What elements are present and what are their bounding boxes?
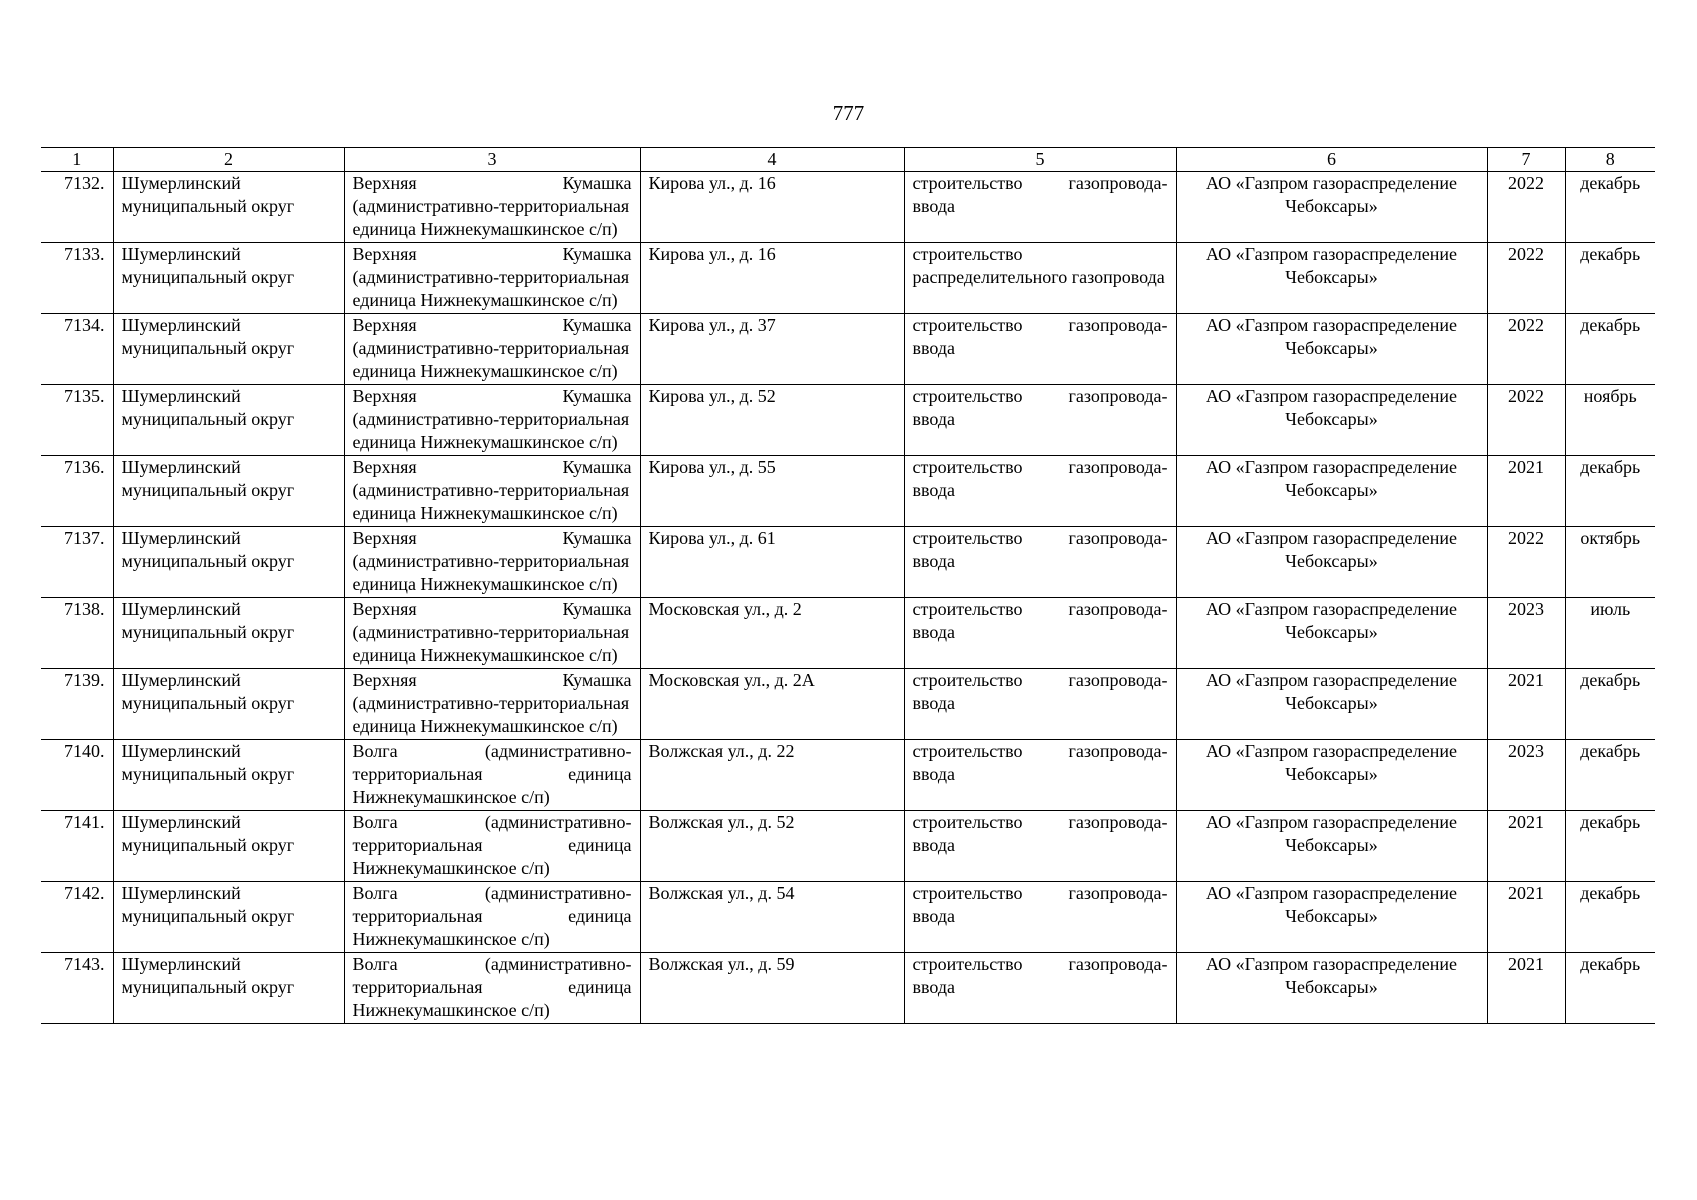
district-cell: Шумерлинский муниципальный округ [113,385,344,456]
row-number-cell: 7140. [41,740,113,811]
year-cell: 2021 [1487,953,1565,1024]
year-cell: 2022 [1487,243,1565,314]
locality-cell: Волга (административно-территориальная единица Нижнекумашкинское с/п) [344,811,640,882]
year-cell: 2021 [1487,811,1565,882]
month-cell: декабрь [1565,669,1655,740]
table-row [41,740,1655,811]
year-cell: 2022 [1487,172,1565,243]
work-type-cell: строительство газопровода-ввода [904,740,1176,811]
locality-cell: Волга (административно-территориальная единица Нижнекумашкинское с/п) [344,882,640,953]
locality-cell: Верхняя Кумашка (административно-территориальная единица Нижнекумашкинское с/п) [344,385,640,456]
organization-cell: АО «Газпром газораспределение Чебоксары» [1176,172,1487,243]
locality-cell: Верхняя Кумашка (административно-территориальная единица Нижнекумашкинское с/п) [344,598,640,669]
work-type-cell: строительство газопровода-ввода [904,953,1176,1024]
row-number-cell: 7137. [41,527,113,598]
organization-cell: АО «Газпром газораспределение Чебоксары» [1176,527,1487,598]
month-cell: декабрь [1565,811,1655,882]
address-cell: Кирова ул., д. 37 [640,314,904,385]
table-body [41,172,1655,1024]
month-cell: июль [1565,598,1655,669]
address-cell: Московская ул., д. 2А [640,669,904,740]
row-number-cell: 7139. [41,669,113,740]
district-cell: Шумерлинский муниципальный округ [113,314,344,385]
table-row [41,669,1655,740]
work-type-cell: строительство газопровода-ввода [904,811,1176,882]
year-cell: 2022 [1487,385,1565,456]
address-cell: Волжская ул., д. 52 [640,811,904,882]
month-cell: октябрь [1565,527,1655,598]
row-number-cell: 7132. [41,172,113,243]
district-cell: Шумерлинский муниципальный округ [113,456,344,527]
organization-cell: АО «Газпром газораспределение Чебоксары» [1176,598,1487,669]
district-cell: Шумерлинский муниципальный округ [113,243,344,314]
address-cell: Кирова ул., д. 16 [640,243,904,314]
locality-cell: Волга (административно-территориальная единица Нижнекумашкинское с/п) [344,953,640,1024]
month-cell: декабрь [1565,953,1655,1024]
table-row [41,953,1655,1024]
locality-cell: Верхняя Кумашка (административно-территориальная единица Нижнекумашкинское с/п) [344,669,640,740]
month-cell: декабрь [1565,882,1655,953]
year-cell: 2021 [1487,882,1565,953]
row-number-cell: 7142. [41,882,113,953]
district-cell: Шумерлинский муниципальный округ [113,953,344,1024]
organization-cell: АО «Газпром газораспределение Чебоксары» [1176,811,1487,882]
district-cell: Шумерлинский муниципальный округ [113,811,344,882]
column-header-4: 4 [640,148,904,172]
row-number-cell: 7134. [41,314,113,385]
organization-cell: АО «Газпром газораспределение Чебоксары» [1176,314,1487,385]
table-row [41,527,1655,598]
work-type-cell: строительство газопровода-ввода [904,314,1176,385]
table-row [41,172,1655,243]
organization-cell: АО «Газпром газораспределение Чебоксары» [1176,740,1487,811]
month-cell: декабрь [1565,456,1655,527]
address-cell: Кирова ул., д. 55 [640,456,904,527]
year-cell: 2022 [1487,314,1565,385]
column-header-2: 2 [113,148,344,172]
table-row [41,385,1655,456]
gas-pipeline-registry-table [41,147,1655,1024]
row-number-cell: 7136. [41,456,113,527]
address-cell: Волжская ул., д. 22 [640,740,904,811]
organization-cell: АО «Газпром газораспределение Чебоксары» [1176,669,1487,740]
address-cell: Московская ул., д. 2 [640,598,904,669]
work-type-cell: строительство газопровода-ввода [904,882,1176,953]
organization-cell: АО «Газпром газораспределение Чебоксары» [1176,243,1487,314]
column-header-5: 5 [904,148,1176,172]
organization-cell: АО «Газпром газораспределение Чебоксары» [1176,882,1487,953]
locality-cell: Верхняя Кумашка (административно-территориальная единица Нижнекумашкинское с/п) [344,243,640,314]
address-cell: Волжская ул., д. 54 [640,882,904,953]
work-type-cell: строительство газопровода-ввода [904,598,1176,669]
column-number-header-row [41,148,1655,172]
column-header-7: 7 [1487,148,1565,172]
column-header-8: 8 [1565,148,1655,172]
locality-cell: Верхняя Кумашка (административно-территориальная единица Нижнекумашкинское с/п) [344,172,640,243]
address-cell: Кирова ул., д. 16 [640,172,904,243]
row-number-cell: 7141. [41,811,113,882]
month-cell: декабрь [1565,172,1655,243]
organization-cell: АО «Газпром газораспределение Чебоксары» [1176,953,1487,1024]
locality-cell: Верхняя Кумашка (административно-территориальная единица Нижнекумашкинское с/п) [344,527,640,598]
table-row [41,456,1655,527]
work-type-cell: строительство газопровода-ввода [904,172,1176,243]
row-number-cell: 7135. [41,385,113,456]
year-cell: 2023 [1487,740,1565,811]
month-cell: ноябрь [1565,385,1655,456]
table-row [41,243,1655,314]
year-cell: 2021 [1487,456,1565,527]
organization-cell: АО «Газпром газораспределение Чебоксары» [1176,456,1487,527]
month-cell: декабрь [1565,740,1655,811]
work-type-cell: строительство газопровода-ввода [904,669,1176,740]
district-cell: Шумерлинский муниципальный округ [113,527,344,598]
district-cell: Шумерлинский муниципальный округ [113,598,344,669]
month-cell: декабрь [1565,243,1655,314]
address-cell: Волжская ул., д. 59 [640,953,904,1024]
locality-cell: Волга (административно-территориальная единица Нижнекумашкинское с/п) [344,740,640,811]
district-cell: Шумерлинский муниципальный округ [113,740,344,811]
locality-cell: Верхняя Кумашка (административно-территориальная единица Нижнекумашкинское с/п) [344,456,640,527]
row-number-cell: 7143. [41,953,113,1024]
district-cell: Шумерлинский муниципальный округ [113,882,344,953]
month-cell: декабрь [1565,314,1655,385]
column-header-1: 1 [41,148,113,172]
work-type-cell: строительство распределительного газопровода [904,243,1176,314]
address-cell: Кирова ул., д. 61 [640,527,904,598]
work-type-cell: строительство газопровода-ввода [904,456,1176,527]
page-number: 777 [832,101,865,125]
locality-cell: Верхняя Кумашка (административно-территориальная единица Нижнекумашкинское с/п) [344,314,640,385]
district-cell: Шумерлинский муниципальный округ [113,172,344,243]
table-row [41,811,1655,882]
address-cell: Кирова ул., д. 52 [640,385,904,456]
table-row [41,598,1655,669]
table-row [41,314,1655,385]
work-type-cell: строительство газопровода-ввода [904,385,1176,456]
year-cell: 2023 [1487,598,1565,669]
column-header-6: 6 [1176,148,1487,172]
organization-cell: АО «Газпром газораспределение Чебоксары» [1176,385,1487,456]
work-type-cell: строительство газопровода-ввода [904,527,1176,598]
column-header-3: 3 [344,148,640,172]
table-row [41,882,1655,953]
district-cell: Шумерлинский муниципальный округ [113,669,344,740]
row-number-cell: 7133. [41,243,113,314]
row-number-cell: 7138. [41,598,113,669]
year-cell: 2021 [1487,669,1565,740]
year-cell: 2022 [1487,527,1565,598]
